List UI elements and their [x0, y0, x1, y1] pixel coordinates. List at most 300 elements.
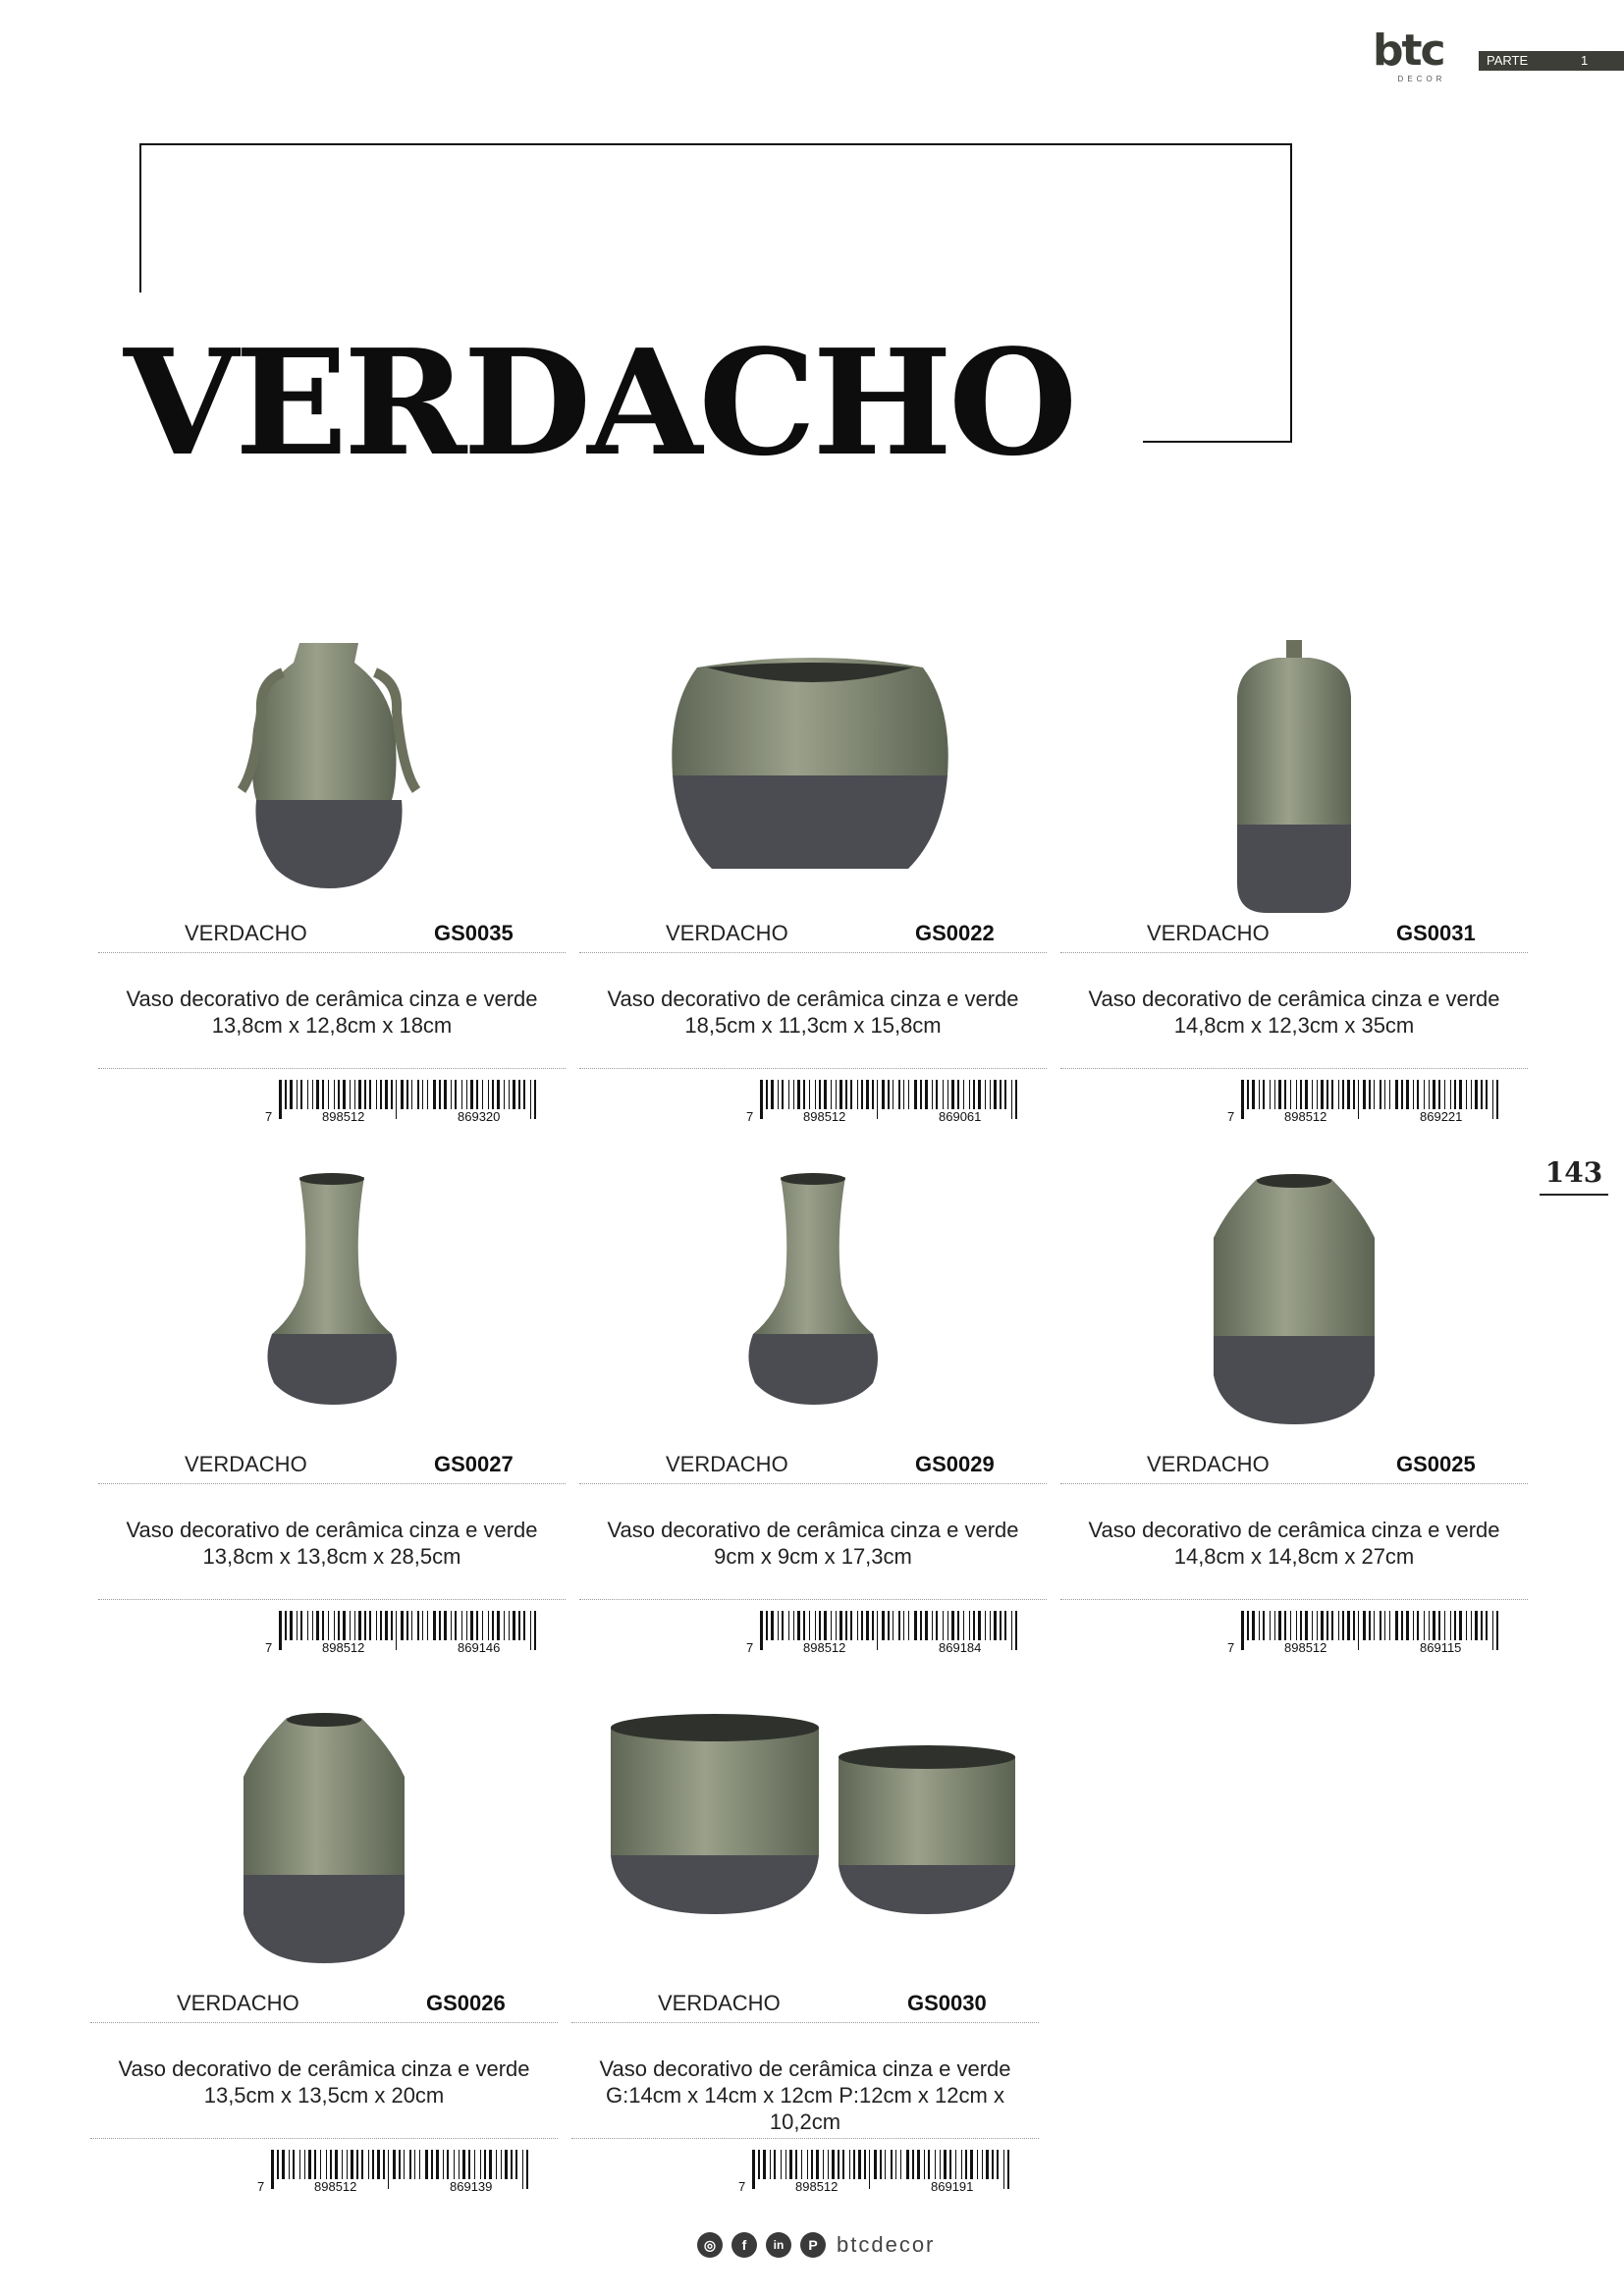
btc-decor-logo — [1373, 26, 1471, 86]
divider — [1060, 1599, 1528, 1600]
barcode-bar — [1466, 1611, 1467, 1640]
barcode-bar — [406, 1080, 408, 1109]
barcode-bar — [1312, 1080, 1313, 1109]
barcode-bar — [1270, 1611, 1271, 1640]
barcode-bar — [279, 1080, 282, 1119]
product-description — [98, 1517, 566, 1570]
barcode-bar — [431, 2150, 433, 2179]
product-card[interactable] — [1060, 1159, 1528, 1670]
amphora-vase-icon — [98, 628, 566, 913]
barcode-bar — [496, 2150, 497, 2179]
barcode-bar — [936, 1080, 938, 1109]
divider — [571, 2022, 1039, 2023]
barcode-bar — [489, 2150, 492, 2179]
barcode-bar — [1312, 1611, 1313, 1640]
product-name: VERDACHO — [177, 1991, 299, 2015]
barcode-bar — [1417, 1611, 1419, 1640]
product-code: GS0031 — [1396, 921, 1476, 945]
barcode-bar — [1454, 1611, 1456, 1640]
barcode-bar — [484, 2150, 486, 2179]
barcode-bar — [1450, 1611, 1451, 1640]
barcode-bar — [1270, 1080, 1271, 1109]
product-description — [571, 2056, 1039, 2135]
dimensions: 13,8cm x 12,8cm x 18cm — [211, 1013, 453, 1038]
title-frame-right — [1290, 143, 1292, 443]
barcode-bar — [803, 1611, 805, 1640]
barcode-bar — [1317, 1080, 1318, 1109]
barcode-bar — [758, 2150, 760, 2179]
barcode-bar — [914, 1080, 917, 1109]
title-frame-bottom — [1143, 441, 1292, 443]
barcode-bar — [425, 2150, 428, 2179]
barcode — [746, 1611, 1031, 1660]
barcode-bar — [1406, 1611, 1409, 1640]
barcode-bar — [422, 1080, 423, 1109]
divider — [579, 952, 1047, 953]
barcode-bar — [831, 1611, 832, 1640]
barcode-bar — [943, 1611, 944, 1640]
barcode-bar — [1241, 1080, 1244, 1119]
barcode-bars — [257, 2150, 542, 2191]
barcode-bar — [1389, 1080, 1390, 1109]
barcode-lead-digit: 7 — [265, 1640, 273, 1655]
barcode-bar — [985, 1611, 986, 1640]
barcode-bar — [1011, 1080, 1012, 1119]
barcode-bar — [977, 2150, 978, 2179]
barcode-bar — [811, 2150, 813, 2179]
barcode-bar — [793, 1080, 794, 1109]
barcode-bar — [1406, 1080, 1409, 1109]
divider — [98, 1068, 566, 1069]
barcode-bar — [393, 2150, 396, 2179]
product-name: VERDACHO — [1147, 921, 1270, 945]
barcode-bar — [271, 2150, 274, 2189]
linkedin-icon[interactable]: in — [766, 2232, 791, 2258]
barcode-bar — [466, 1080, 467, 1109]
barcode-bar — [963, 1611, 964, 1640]
product-name: VERDACHO — [185, 921, 307, 945]
divider — [1060, 952, 1528, 953]
barcode-bar — [928, 2150, 930, 2179]
logo-wordmark: btc — [1373, 26, 1444, 76]
dimensions: 13,5cm x 13,5cm x 20cm — [203, 2083, 445, 2108]
barcode-bar — [849, 2150, 850, 2179]
barcode-bar — [936, 1611, 938, 1640]
barcode-bar — [534, 1080, 536, 1119]
page-number: 143 — [1544, 1156, 1603, 1189]
parte-number: 1 — [1581, 53, 1589, 68]
barcode-bar — [279, 1611, 282, 1650]
barcode-bar — [297, 1080, 298, 1109]
barcode-bar — [990, 1611, 991, 1640]
barcode-bar — [771, 1611, 774, 1640]
barcode-bar — [994, 1080, 997, 1109]
barcode-bar — [832, 2150, 835, 2179]
barcode-bar — [388, 2150, 389, 2189]
barcode-bars — [746, 1611, 1031, 1652]
product-card[interactable] — [579, 1159, 1047, 1670]
barcode-bar — [1486, 1080, 1488, 1109]
barcode-bars — [265, 1080, 550, 1121]
barcode-bar — [342, 2150, 343, 2179]
barcode-bar — [850, 1611, 852, 1640]
barcode-bar — [986, 2150, 989, 2179]
barcode-bar — [334, 1080, 335, 1109]
barcode-bar — [785, 2150, 786, 2179]
barcode-bar — [789, 2150, 792, 2179]
barcode-bar — [1429, 1611, 1430, 1640]
barcode-bar — [1263, 1080, 1265, 1109]
product-code: GS0029 — [915, 1452, 995, 1476]
barcode-bar — [466, 1611, 467, 1640]
barcode-bar — [766, 1611, 768, 1640]
barcode-bar — [411, 1080, 412, 1109]
barcode-bar — [1481, 1611, 1483, 1640]
barcode-bar — [1413, 1080, 1414, 1109]
divider — [571, 2138, 1039, 2139]
barcode-bar — [815, 1611, 816, 1640]
barcode-bar — [866, 1080, 869, 1109]
barcode-bar — [917, 2150, 920, 2179]
barcode-bar — [369, 1080, 371, 1109]
desc-line: Vaso decorativo de cerâmica cinza e verde — [607, 987, 1019, 1011]
barcode-bar — [1259, 1611, 1260, 1640]
barcode-lead-digit: 7 — [265, 1109, 273, 1124]
barcode-bar — [468, 2150, 470, 2179]
barcode-bar — [963, 1080, 964, 1109]
barcode-right-digits: 869191 — [931, 2179, 974, 2194]
barcode-bar — [396, 1080, 397, 1119]
barcode-bar — [1305, 1080, 1308, 1109]
barcode-bar — [492, 1611, 494, 1640]
barcode-bar — [965, 2150, 967, 2179]
barcode-bar — [436, 2150, 439, 2179]
barcode-lead-digit: 7 — [738, 2179, 746, 2194]
barcode-right-digits: 869115 — [1420, 1640, 1462, 1655]
barcode-bar — [957, 1080, 959, 1109]
product-card[interactable] — [1060, 628, 1528, 1139]
barcode-bar — [354, 1080, 355, 1109]
product-image — [90, 1698, 558, 1983]
barcode-bar — [504, 1611, 505, 1640]
barcode-bar — [391, 1611, 393, 1640]
barcode-bar — [1331, 1080, 1333, 1109]
barcode-bar — [307, 1611, 308, 1640]
barcode-bar — [866, 1611, 869, 1640]
barcode-bar — [1395, 1611, 1398, 1640]
product-image — [571, 1698, 1039, 1983]
barcode-bar — [338, 1611, 340, 1640]
logo-subtitle: DECOR — [1397, 75, 1446, 83]
barcode-left-digits: 898512 — [1284, 1109, 1327, 1124]
barcode-bar — [771, 1080, 774, 1109]
barcode-bar — [1429, 1080, 1430, 1109]
barcode-bar — [358, 1080, 361, 1109]
barcode-bar — [845, 1611, 847, 1640]
barcode-bar — [396, 1611, 397, 1650]
barcode-bar — [1300, 1611, 1302, 1640]
product-description — [90, 2056, 558, 2109]
barcode-bar — [308, 2150, 311, 2179]
barcode-left-digits: 898512 — [322, 1109, 365, 1124]
barcode-bar — [903, 1611, 904, 1640]
barcode-bar — [793, 1611, 794, 1640]
barcode-bar — [1259, 1080, 1260, 1109]
barcode-bar — [290, 1080, 293, 1109]
barcode-bar — [1326, 1611, 1328, 1640]
flared-vase-icon — [98, 1159, 566, 1444]
barcode-bar — [1278, 1611, 1281, 1640]
barcode-bar — [1389, 1611, 1390, 1640]
divider — [579, 1068, 1047, 1069]
barcode-left-digits: 898512 — [803, 1109, 846, 1124]
barcode-bar — [807, 2150, 808, 2179]
barcode-bar — [1444, 1611, 1445, 1640]
barcode-bar — [1358, 1080, 1359, 1119]
product-name: VERDACHO — [666, 921, 788, 945]
barcode-bar — [380, 1080, 382, 1109]
barcode-bar — [369, 1611, 371, 1640]
barcode-bar — [898, 1080, 900, 1109]
barcode-bar — [385, 1080, 388, 1109]
cylinder-vase-icon — [90, 1698, 558, 1983]
barcode-bar — [1247, 1611, 1249, 1640]
barcode-bars — [746, 1080, 1031, 1121]
dimensions: 18,5cm x 11,3cm x 15,8cm — [684, 1013, 942, 1038]
barcode-bar — [760, 1080, 763, 1119]
barcode-bar — [774, 2150, 776, 2179]
barcode-bar — [816, 2150, 819, 2179]
barcode-bar — [1296, 1611, 1297, 1640]
barcode-bar — [770, 2150, 771, 2179]
barcode-bar — [1342, 1611, 1344, 1640]
barcode-bar — [891, 2150, 893, 2179]
barcode-bar — [1413, 1611, 1414, 1640]
product-card[interactable] — [98, 628, 566, 1139]
barcode-left-digits: 898512 — [1284, 1640, 1327, 1655]
barcode-bar — [504, 1080, 505, 1109]
instagram-icon[interactable]: ◎ — [697, 2232, 723, 2258]
barcode-bar — [925, 1080, 928, 1109]
barcode-bar — [920, 1080, 922, 1109]
barcode-bar — [888, 1080, 890, 1109]
product-card[interactable] — [98, 1159, 566, 1670]
barcode-bar — [1300, 1080, 1302, 1109]
barcode-bar — [343, 1611, 346, 1640]
barcode-bar — [1326, 1080, 1328, 1109]
barcode-lead-digit: 7 — [1227, 1640, 1235, 1655]
barcode-bar — [1274, 1611, 1275, 1640]
barcode-bar — [307, 1080, 308, 1109]
barcode-bar — [842, 2150, 844, 2179]
barcode-bar — [815, 1080, 816, 1109]
barcode-bar — [1492, 1080, 1493, 1119]
barcode-bar — [1007, 2150, 1009, 2189]
barcode-bar — [1433, 1080, 1435, 1109]
barcode-bar — [1471, 1611, 1472, 1640]
barcode-bar — [433, 1080, 436, 1109]
barcode-bar — [788, 1080, 789, 1109]
barcode-bar — [297, 1611, 298, 1640]
barcode-bar — [872, 1080, 874, 1109]
product-image — [1060, 628, 1528, 913]
barcode-bar — [824, 1080, 827, 1109]
barcode-bar — [411, 1611, 412, 1640]
barcode-bar — [383, 2150, 385, 2179]
barcode-bar — [1296, 1080, 1297, 1109]
barcode-bar — [509, 1611, 510, 1640]
barcode-bar — [414, 2150, 415, 2179]
barcode-bar — [900, 2150, 901, 2179]
barcode-bar — [419, 2150, 420, 2179]
barcode-bar — [518, 1080, 520, 1109]
barcode-bar — [433, 1611, 436, 1640]
divider — [90, 2138, 558, 2139]
barcode-bar — [459, 2150, 460, 2179]
barcode-bar — [401, 1611, 404, 1640]
product-code: GS0027 — [434, 1452, 514, 1476]
barcode-bar — [492, 1080, 494, 1109]
barcode-bar — [912, 2150, 914, 2179]
barcode-bar — [1433, 1611, 1435, 1640]
product-card[interactable] — [579, 628, 1047, 1139]
barcode-bar — [1395, 1080, 1398, 1109]
barcode-bar — [372, 2150, 374, 2179]
barcode-left-digits: 898512 — [795, 2179, 839, 2194]
divider — [1060, 1068, 1528, 1069]
barcode-bar — [354, 1611, 355, 1640]
barcode-bar — [850, 1080, 852, 1109]
barcode-bar — [312, 1080, 313, 1109]
product-card[interactable] — [90, 1698, 558, 2209]
barcode-bar — [1015, 1611, 1017, 1650]
facebook-icon[interactable]: f — [731, 2232, 757, 2258]
barcode-bar — [1358, 1611, 1359, 1650]
flared-vase-icon — [579, 1159, 1047, 1444]
barcode-bar — [380, 1611, 382, 1640]
product-image — [98, 628, 566, 913]
barcode-bar — [903, 1080, 904, 1109]
barcode-bar — [1353, 1611, 1355, 1640]
barcode-bar — [304, 2150, 305, 2179]
barcode-bar — [1401, 1611, 1403, 1640]
barcode-bar — [839, 1611, 842, 1640]
barcode — [1227, 1080, 1512, 1129]
barcode-bar — [285, 1080, 287, 1109]
barcode-bar — [334, 1611, 335, 1640]
barcode-bar — [299, 2150, 300, 2179]
barcode-bars — [738, 2150, 1023, 2191]
barcode-bar — [391, 1080, 393, 1109]
barcode-bar — [1004, 1611, 1006, 1640]
barcode-bar — [857, 1080, 858, 1109]
barcode-bar — [1492, 1611, 1493, 1650]
barcode-lead-digit: 7 — [746, 1109, 754, 1124]
barcode-bar — [932, 1080, 933, 1109]
barcode — [265, 1080, 550, 1129]
barcode-bar — [1247, 1080, 1249, 1109]
barcode-bar — [781, 2150, 782, 2179]
barcode-bar — [1475, 1611, 1478, 1640]
barcode-bar — [1438, 1611, 1440, 1640]
parte-label: PARTE — [1487, 53, 1529, 68]
barcode-bar — [488, 1611, 489, 1640]
barcode-bar — [1263, 1611, 1265, 1640]
barcode-bar — [350, 1080, 351, 1109]
barcode-bar — [364, 1080, 366, 1109]
barcode-bar — [277, 2150, 279, 2179]
barcode-bar — [1454, 1080, 1456, 1109]
barcode-bar — [1321, 1080, 1324, 1109]
barcode-bar — [509, 1080, 510, 1109]
barcode-bar — [949, 2150, 951, 2179]
barcode-bar — [515, 2150, 517, 2179]
barcode-bar — [760, 1611, 763, 1650]
product-name: VERDACHO — [185, 1452, 307, 1476]
barcode-bar — [797, 1080, 800, 1109]
barcode-bar — [766, 1080, 768, 1109]
divider — [98, 952, 566, 953]
barcode-bar — [828, 2150, 829, 2179]
barcode-bar — [401, 1080, 404, 1109]
pot-pair-icon — [571, 1698, 1039, 1983]
barcode-bar — [906, 2150, 909, 2179]
barcode-bar — [1380, 1611, 1381, 1640]
barcode-bar — [1252, 1080, 1255, 1109]
barcode-bar — [358, 1611, 361, 1640]
barcode-bar — [788, 1611, 789, 1640]
barcode-bar — [1347, 1611, 1350, 1640]
dimensions: 14,8cm x 12,3cm x 35cm — [1173, 1013, 1415, 1038]
barcode-bar — [1424, 1080, 1425, 1109]
desc-line: Vaso decorativo de cerâmica cinza e verde — [599, 2056, 1011, 2081]
dimensions: 13,8cm x 13,8cm x 28,5cm — [202, 1544, 461, 1569]
barcode-bar — [978, 1611, 981, 1640]
barcode-bar — [1347, 1080, 1350, 1109]
barcode-bar — [350, 1611, 351, 1640]
barcode-bar — [920, 1611, 922, 1640]
barcode-bar — [526, 2150, 528, 2189]
product-name: VERDACHO — [666, 1452, 788, 1476]
barcode-bar — [518, 1611, 520, 1640]
barcode-bar — [470, 1611, 473, 1640]
social-handle[interactable]: btcdecor — [837, 2232, 936, 2257]
barcode-bar — [973, 1611, 975, 1640]
barcode-bar — [914, 1611, 917, 1640]
barcode-bar — [869, 2150, 870, 2189]
product-description — [98, 986, 566, 1039]
barcode-right-digits: 869146 — [458, 1640, 501, 1655]
barcode-bar — [795, 2150, 797, 2179]
barcode-bar — [476, 1611, 478, 1640]
barcode-bar — [330, 2150, 332, 2179]
title-frame-left — [139, 143, 141, 293]
pinterest-icon[interactable]: P — [800, 2232, 826, 2258]
divider — [579, 1483, 1047, 1484]
barcode-bar — [943, 1080, 944, 1109]
barcode-bar — [778, 1080, 779, 1109]
product-description — [1060, 986, 1528, 1039]
barcode-bar — [404, 2150, 405, 2179]
barcode-bar — [316, 1080, 319, 1109]
barcode-bar — [439, 1611, 441, 1640]
barcode-bar — [877, 1611, 878, 1650]
product-card[interactable] — [571, 1698, 1039, 2209]
divider — [98, 1599, 566, 1600]
barcode-bar — [1481, 1080, 1483, 1109]
barcode-bar — [1321, 1611, 1324, 1640]
barcode-bar — [947, 1080, 948, 1109]
